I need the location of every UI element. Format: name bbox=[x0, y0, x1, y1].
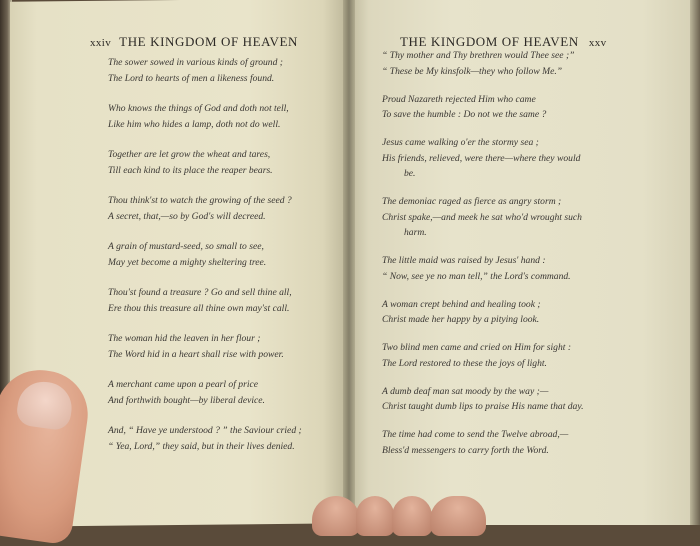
stanza bbox=[382, 92, 632, 123]
verse-line: The Lord restored to these the joys of light. bbox=[382, 357, 547, 369]
verse-line: Proud Nazareth rejected Him who came bbox=[382, 93, 536, 105]
stanza bbox=[108, 193, 338, 224]
verse-line: Thou'st found a treasure ? Go and sell thine all, bbox=[108, 287, 292, 298]
verse-line: His friends, relieved, were there—where they would bbox=[382, 152, 581, 164]
verse-line: “ Thy mother and Thy brethren would Thee see ;” bbox=[382, 50, 575, 61]
bottom-finger bbox=[430, 496, 486, 536]
verse-line: To save the humble : Do not we the same ? bbox=[382, 109, 547, 120]
verse-line: Christ spake,—and meek he sat who'd wrought such bbox=[382, 211, 582, 223]
left-verses bbox=[108, 55, 338, 469]
verse-line: The time had come to send the Twelve abroad,— bbox=[382, 429, 569, 440]
left-page-number: xxiv bbox=[90, 37, 112, 49]
verse-line: Ere thou this treasure all thine own may'st call. bbox=[108, 302, 290, 314]
verse-line: A woman crept behind and healing took ; bbox=[382, 298, 541, 310]
stanza bbox=[108, 331, 338, 362]
right-running-title: THE KINGDOM OF HEAVEN bbox=[400, 34, 579, 49]
verse-line: Till each kind to its place the reaper bears. bbox=[108, 164, 273, 176]
verse-line: Christ made her happy by a pitying look. bbox=[382, 314, 540, 325]
right-page-number: xxv bbox=[588, 37, 607, 49]
verse-line: Thou think'st to watch the growing of the seed ? bbox=[108, 195, 292, 206]
verse-line: Who knows the things of God and doth not tell, bbox=[108, 103, 289, 114]
stanza bbox=[108, 239, 338, 270]
book-gutter bbox=[343, 0, 355, 525]
verse-line: harm. bbox=[404, 227, 427, 238]
verse-line: The little maid was raised by Jesus' hand : bbox=[382, 255, 546, 266]
verse-line: Bless'd messengers to carry forth the Word. bbox=[382, 444, 549, 456]
stanza bbox=[382, 135, 632, 182]
stanza bbox=[108, 55, 338, 86]
verse-line: Like him who hides a lamp, doth not do well. bbox=[108, 118, 281, 130]
verse-line: The Word hid in a heart shall rise with power. bbox=[108, 348, 284, 360]
bottom-finger bbox=[392, 496, 432, 536]
verse-line: The woman hid the leaven in her flour ; bbox=[108, 333, 261, 344]
right-verses bbox=[382, 48, 632, 471]
bottom-finger bbox=[312, 496, 360, 536]
verse-line: Two blind men came and cried on Him for sight : bbox=[382, 342, 572, 353]
verse-line: A merchant came upon a pearl of price bbox=[108, 379, 259, 390]
book-right-edge bbox=[690, 0, 700, 525]
verse-line: A dumb deaf man sat moody by the way ;— bbox=[382, 385, 549, 397]
bottom-finger bbox=[356, 496, 394, 536]
verse-line: Together are let grow the wheat and tares, bbox=[108, 149, 271, 160]
verse-line: “ These be My kinsfolk—they who follow Me.” bbox=[382, 65, 563, 77]
stanza bbox=[108, 285, 338, 316]
verse-line: “ Yea, Lord,” they said, but in their lives denied. bbox=[108, 440, 295, 452]
verse-line: May yet become a mighty sheltering tree. bbox=[108, 256, 267, 268]
stanza bbox=[382, 297, 632, 328]
verse-line: And forthwith bought—by liberal device. bbox=[108, 394, 265, 406]
verse-line: be. bbox=[404, 168, 416, 179]
verse-line: “ Now, see ye no man tell,” the Lord's command. bbox=[382, 270, 571, 282]
stanza bbox=[108, 377, 338, 408]
verse-line: A secret, that,—so by God's will decreed. bbox=[108, 210, 266, 222]
verse-line: The Lord to hearts of men a likeness found. bbox=[108, 72, 275, 84]
verse-line: A grain of mustard-seed, so small to see, bbox=[108, 241, 264, 252]
stanza bbox=[382, 253, 632, 284]
stanza bbox=[382, 384, 632, 415]
verse-line: The demoniac raged as fierce as angry storm ; bbox=[382, 196, 562, 207]
stanza bbox=[382, 427, 632, 458]
stanza bbox=[382, 194, 632, 241]
verse-line: Jesus came walking o'er the stormy sea ; bbox=[382, 137, 539, 148]
verse-line: Christ taught dumb lips to praise His name that day. bbox=[382, 401, 584, 412]
left-running-title: THE KINGDOM OF HEAVEN bbox=[119, 34, 298, 49]
verse-line: The sower sowed in various kinds of ground ; bbox=[108, 57, 283, 68]
verse-line: And, “ Have ye understood ? ” the Saviour cried ; bbox=[108, 425, 302, 436]
stanza bbox=[382, 48, 632, 79]
stanza bbox=[108, 101, 338, 132]
left-page-header bbox=[90, 34, 298, 50]
stanza bbox=[108, 423, 338, 454]
stanza bbox=[382, 340, 632, 371]
stanza bbox=[108, 147, 338, 178]
